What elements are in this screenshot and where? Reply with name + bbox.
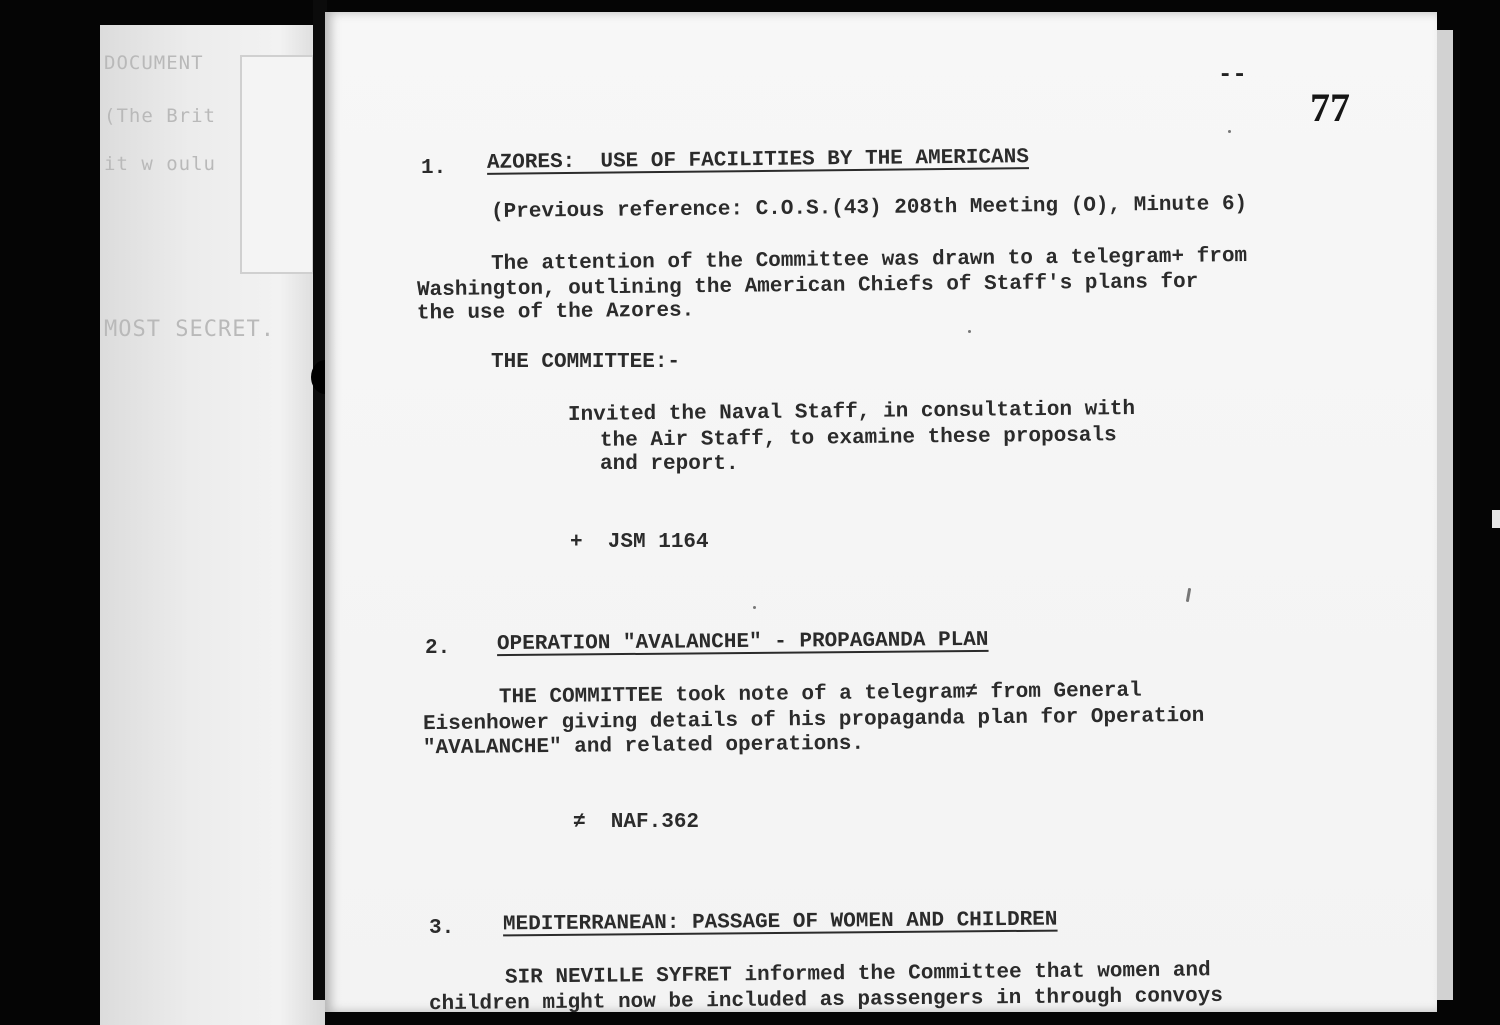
item-3-body-line: SIR NEVILLE SYFRET informed the Committee that women and xyxy=(504,959,1211,990)
item-1-body-line: Washington, outlining the American Chiefs of Staff's plans for xyxy=(416,270,1199,303)
item-1-resolution-line: and report. xyxy=(600,453,739,476)
item-1-body-line: the use of the Azores. xyxy=(416,299,695,326)
item-2-body-line: Eisenhower giving details of his propaganda plan for Operation xyxy=(422,704,1205,737)
item-2-footnote: ≠ NAF.362 xyxy=(573,811,700,834)
page-number: 77 xyxy=(1310,85,1350,130)
item-3-number: 3. xyxy=(429,917,455,940)
corner-mark: -- xyxy=(1218,62,1247,89)
item-3-heading: MEDITERRANEAN: PASSAGE OF WOMEN AND CHILDREN xyxy=(502,908,1058,937)
previous-page-box xyxy=(240,55,314,274)
previous-page-fragment: it w oulu xyxy=(104,153,216,175)
item-1-number: 1. xyxy=(421,157,447,180)
item-2-heading: OPERATION "AVALANCHE" - PROPAGANDA PLAN xyxy=(496,628,989,657)
item-2-body-line: THE COMMITTEE took note of a telegram≠ from General xyxy=(498,679,1142,710)
item-2-body-line: "AVALANCHE" and related operations. xyxy=(422,732,865,761)
previous-page-fragment: MOST SECRET. xyxy=(104,317,275,342)
current-page xyxy=(325,12,1437,1017)
item-1-body-line: The attention of the Committee was drawn to a telegram+ from xyxy=(490,245,1248,276)
previous-page-fragment: (The Brit xyxy=(104,105,216,127)
scan-speck xyxy=(1228,130,1231,133)
page-edge xyxy=(1437,30,1453,1000)
scan-speck xyxy=(1186,588,1191,602)
item-1-resolution-line: the Air Staff, to examine these proposals xyxy=(599,424,1117,453)
scan-speck xyxy=(968,330,971,333)
previous-page xyxy=(100,25,325,1025)
page-edge-mark xyxy=(1492,510,1500,528)
item-1-reference: (Previous reference: C.O.S.(43) 208th Meeting (O), Minute 6) xyxy=(490,193,1248,224)
item-2-number: 2. xyxy=(425,637,451,660)
item-1-footnote: + JSM 1164 xyxy=(570,531,709,554)
item-1-heading: AZORES: USE OF FACILITIES BY THE AMERICANS xyxy=(486,146,1029,175)
item-3-body-line: children might now be included as passengers in through convoys xyxy=(428,984,1224,1017)
item-1-committee: THE COMMITTEE:- xyxy=(491,351,681,374)
item-1-resolution-line: Invited the Naval Staff, in consultation with xyxy=(567,398,1136,427)
previous-page-fragment: DOCUMENT xyxy=(104,52,204,74)
scan-speck xyxy=(753,606,756,609)
